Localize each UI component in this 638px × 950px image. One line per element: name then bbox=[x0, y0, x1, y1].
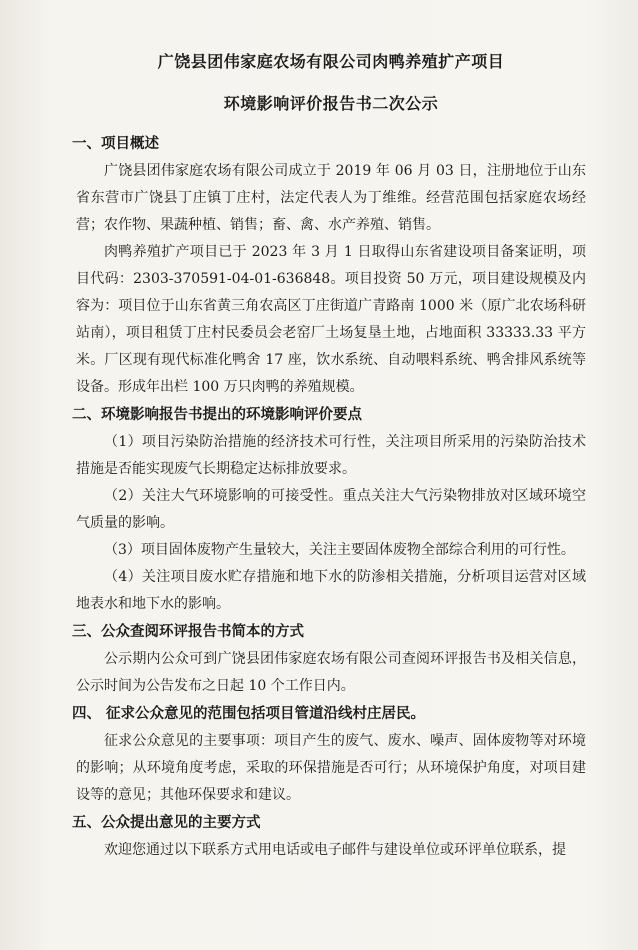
paragraph: （3）项目固体废物产生量较大，关注主要固体废物全部综合利用的可行性。 bbox=[104, 542, 575, 558]
document-title-line-1: 广饶县团伟家庭农场有限公司肉鸭养殖扩产项目 bbox=[157, 52, 505, 71]
paragraph: （4）关注项目废水贮存措施和地下水的防渗相关措施，分析项目运营对区域地表水和地下水的影响。 bbox=[76, 569, 586, 612]
document-title-line-2: 环境影响评价报告书二次公示 bbox=[223, 94, 439, 113]
section-heading: 一、项目概述 bbox=[72, 135, 159, 152]
paragraph: （2）关注大气环境影响的可接受性。重点关注大气污染物排放对区域环境空气质量的影响。 bbox=[76, 488, 586, 531]
section-3 bbox=[72, 618, 586, 700]
paragraph: 广饶县团伟家庭农场有限公司成立于 2019 年 06 月 03 日，注册地位于山东省东营市广饶县丁庄镇丁庄村，法定代表人为丁维维。经营范围包括家庭农场经营；农作物、果蔬种植、销售；畜、禽、水产养殖、销售。 bbox=[76, 163, 586, 233]
paragraph: 征求公众意见的主要事项：项目产生的废气、废水、噪声、固体废物等对环境的影响；从环境角度考虑，采取的环保措施是否可行；从环境保护角度，对项目建设等的意见；其他环保要求和建议。 bbox=[76, 733, 586, 803]
paragraph: 公示期内公众可到广饶县团伟家庭农场有限公司查阅环评报告书及相关信息，公示时间为公告发布之日起 10 个工作日内。 bbox=[76, 651, 586, 694]
section-1 bbox=[72, 130, 586, 401]
paragraph: 肉鸭养殖扩产项目已于 2023 年 3 月 1 日取得山东省建设项目备案证明，项目代码：2303-370591-04-01-636848。项目投资 50 万元，项目建设规模及内容为：项目位于山东省黄三角农高区丁庄街道广青路南 1000 米（原广北农场科研站南），项目租赁丁庄村民委员会老窑厂土场复垦土地，占地面积 33333.33 平方米。厂区现有现代标准化鸭舍 17 座，饮水系统、自动喂料系统、鸭舍排风系统等设备。形成年出栏 100 万只肉鸭的养殖规模。 bbox=[76, 244, 586, 395]
paragraph: 欢迎您通过以下联系方式用电话或电子邮件与建设单位或环评单位联系，提 bbox=[104, 842, 566, 858]
section-heading: 三、公众查阅环评报告书简本的方式 bbox=[72, 623, 304, 640]
section-heading: 二、环境影响报告书提出的环境影响评价要点 bbox=[72, 406, 362, 423]
paragraph: （1）项目污染防治措施的经济技术可行性，关注项目所采用的污染防治技术措施是否能实现废气长期稳定达标排放要求。 bbox=[76, 434, 586, 477]
section-4 bbox=[72, 700, 586, 809]
section-2 bbox=[72, 401, 586, 618]
section-5 bbox=[72, 809, 586, 864]
section-heading: 四、 征求公众意见的范围包括项目管道沿线村庄居民。 bbox=[72, 705, 426, 722]
section-heading: 五、公众提出意见的主要方式 bbox=[72, 814, 261, 831]
